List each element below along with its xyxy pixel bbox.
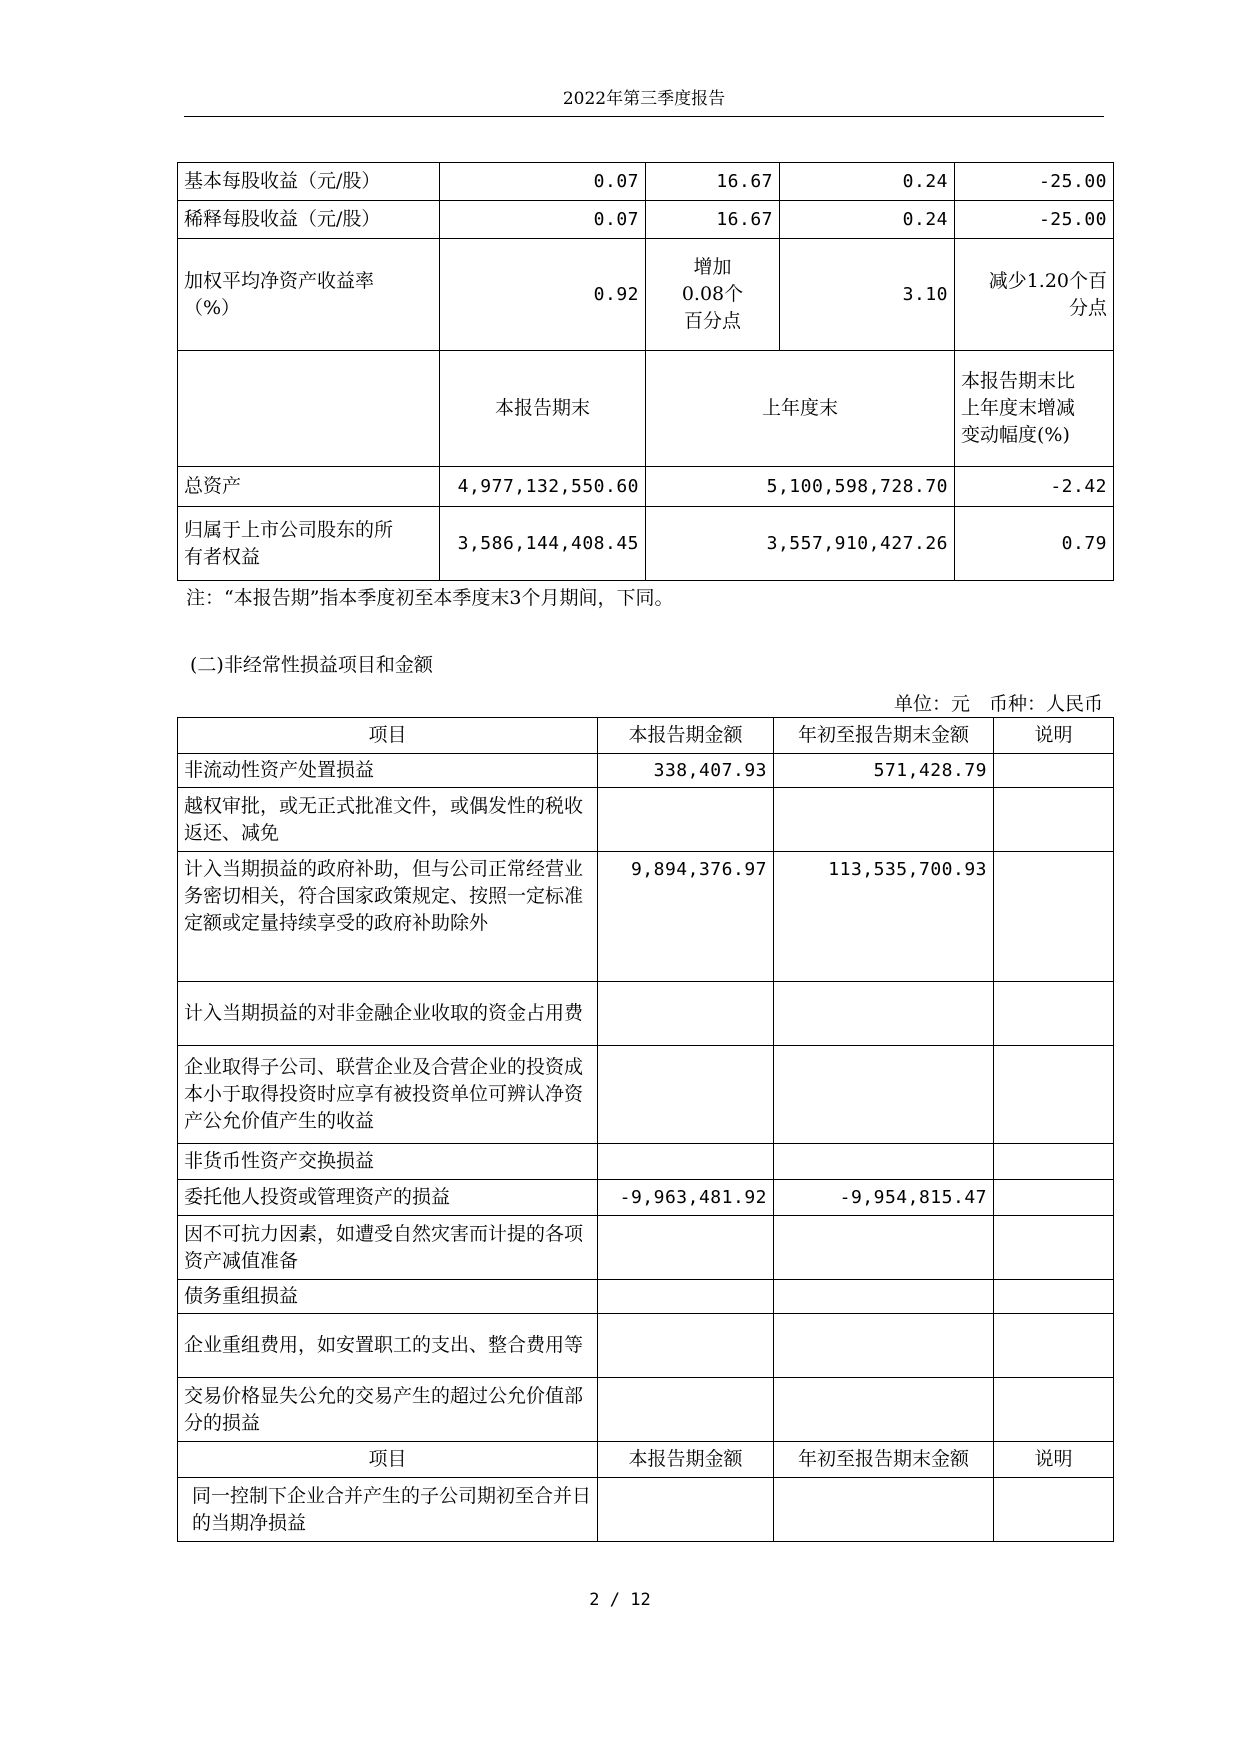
value-cell xyxy=(774,1378,994,1442)
row-label xyxy=(178,239,440,351)
value-line: 0.08个 xyxy=(681,283,744,305)
item-cell: 企业取得子公司、联营企业及合营企业的投资成本小于取得投资时应享有被投资单位可辨认净资产公允价值产生的收益 xyxy=(178,1046,598,1144)
value-cell: -2.42 xyxy=(955,467,1114,507)
value-cell xyxy=(774,982,994,1046)
value-cell: 0.79 xyxy=(955,507,1114,581)
note-cell xyxy=(994,1280,1114,1314)
value-cell: 16.67 xyxy=(646,163,780,201)
table-row xyxy=(178,1144,1114,1180)
item-cell: 越权审批，或无正式批准文件，或偶发性的税收返还、减免 xyxy=(178,788,598,852)
empty-cell xyxy=(178,351,440,467)
note-cell xyxy=(994,1378,1114,1442)
column-header: 年初至报告期末金额 xyxy=(774,718,994,754)
page-number: 2 / 12 xyxy=(589,1590,651,1610)
value-cell: 3,586,144,408.45 xyxy=(440,507,646,581)
value-cell xyxy=(598,1216,774,1280)
item-cell: 非流动性资产处置损益 xyxy=(178,754,598,788)
value-cell: 0.92 xyxy=(440,239,646,351)
column-header: 本报告期末 xyxy=(440,351,646,467)
label-line: 归属于上市公司股东的所 xyxy=(184,518,394,541)
table-row xyxy=(178,201,1114,239)
table-note: 注：“本报告期”指本季度初至本季度末3个月期间，下同。 xyxy=(186,587,674,609)
unit-line: 单位：元 币种：人民币 xyxy=(893,693,1103,715)
value-cell xyxy=(774,788,994,852)
value-line: 减少1.20个百 xyxy=(988,269,1107,292)
header-line: 变动幅度(%) xyxy=(961,424,1070,446)
value-cell: 3,557,910,427.26 xyxy=(646,507,955,581)
row-label: 总资产 xyxy=(178,467,440,507)
value-cell xyxy=(598,1378,774,1442)
value-cell xyxy=(598,1144,774,1180)
table-row xyxy=(178,1180,1114,1216)
value-cell: -9,963,481.92 xyxy=(598,1180,774,1216)
value-cell: -25.00 xyxy=(955,163,1114,201)
value-cell xyxy=(774,1314,994,1378)
page-header: 2022年第三季度报告 xyxy=(184,82,1104,117)
table-row xyxy=(178,163,1114,201)
value-cell: 16.67 xyxy=(646,201,780,239)
value-cell xyxy=(774,1046,994,1144)
item-cell: 同一控制下企业合并产生的子公司期初至合并日的当期净损益 xyxy=(178,1478,598,1542)
column-header: 说明 xyxy=(994,1442,1114,1478)
value-cell xyxy=(598,1478,774,1542)
value-cell xyxy=(774,1216,994,1280)
note-cell xyxy=(994,1314,1114,1378)
note-cell xyxy=(994,1144,1114,1180)
table-row xyxy=(178,1216,1114,1280)
table-row xyxy=(178,982,1114,1046)
value-line: 增加 xyxy=(693,256,732,278)
table-row xyxy=(178,1478,1114,1542)
non-recurring-items-table xyxy=(177,717,1114,1542)
value-cell: 0.07 xyxy=(440,163,646,201)
value-cell: 9,894,376.97 xyxy=(598,852,774,982)
value-cell xyxy=(774,1280,994,1314)
value-cell xyxy=(598,1314,774,1378)
value-cell xyxy=(598,1280,774,1314)
value-cell: 571,428.79 xyxy=(774,754,994,788)
table-row xyxy=(178,1280,1114,1314)
value-cell: 0.24 xyxy=(780,201,955,239)
column-header xyxy=(955,351,1114,467)
table-row xyxy=(178,467,1114,507)
item-cell: 计入当期损益的政府补助，但与公司正常经营业务密切相关，符合国家政策规定、按照一定标准定额或定量持续享受的政府补助除外 xyxy=(178,852,598,982)
item-cell: 企业重组费用，如安置职工的支出、整合费用等 xyxy=(178,1314,598,1378)
table-row xyxy=(178,754,1114,788)
table-row xyxy=(178,788,1114,852)
item-cell: 计入当期损益的对非金融企业收取的资金占用费 xyxy=(178,982,598,1046)
value-cell xyxy=(598,1046,774,1144)
table-header-row xyxy=(178,1442,1114,1478)
section-title: (二)非经常性损益项目和金额 xyxy=(190,654,433,676)
value-cell xyxy=(774,1144,994,1180)
note-cell xyxy=(994,1216,1114,1280)
value-cell xyxy=(646,239,780,351)
column-header: 本报告期金额 xyxy=(598,718,774,754)
table-row xyxy=(178,507,1114,581)
header-line: 本报告期末比 xyxy=(961,370,1076,392)
item-cell: 交易价格显失公允的交易产生的超过公允价值部分的损益 xyxy=(178,1378,598,1442)
note-cell xyxy=(994,852,1114,982)
value-cell: -25.00 xyxy=(955,201,1114,239)
label-line: 加权平均净资产收益率 xyxy=(184,269,375,292)
table-header-row xyxy=(178,718,1114,754)
table-row xyxy=(178,1378,1114,1442)
row-label: 基本每股收益（元/股） xyxy=(178,163,440,201)
item-cell: 债务重组损益 xyxy=(178,1280,598,1314)
value-line: 分点 xyxy=(1068,296,1107,319)
table-row xyxy=(178,1314,1114,1378)
header-line: 上年度末增减 xyxy=(961,397,1076,419)
value-cell xyxy=(598,788,774,852)
value-cell: -9,954,815.47 xyxy=(774,1180,994,1216)
table-header-row xyxy=(178,351,1114,467)
column-header: 说明 xyxy=(994,718,1114,754)
value-cell xyxy=(955,239,1114,351)
value-cell: 0.07 xyxy=(440,201,646,239)
note-cell xyxy=(994,754,1114,788)
row-label xyxy=(178,507,440,581)
value-line: 百分点 xyxy=(683,310,741,332)
financial-summary-table xyxy=(177,162,1114,581)
value-cell xyxy=(598,982,774,1046)
note-cell xyxy=(994,982,1114,1046)
row-label: 稀释每股收益（元/股） xyxy=(178,201,440,239)
table-row xyxy=(178,239,1114,351)
column-header: 项目 xyxy=(178,718,598,754)
value-cell: 3.10 xyxy=(780,239,955,351)
value-cell: 5,100,598,728.70 xyxy=(646,467,955,507)
value-cell: 338,407.93 xyxy=(598,754,774,788)
value-cell: 0.24 xyxy=(780,163,955,201)
column-header: 上年度末 xyxy=(646,351,955,467)
column-header: 本报告期金额 xyxy=(598,1442,774,1478)
value-cell xyxy=(774,1478,994,1542)
value-cell: 4,977,132,550.60 xyxy=(440,467,646,507)
item-cell: 因不可抗力因素，如遭受自然灾害而计提的各项资产减值准备 xyxy=(178,1216,598,1280)
table-row xyxy=(178,1046,1114,1144)
label-line: （%） xyxy=(184,296,241,319)
item-cell: 非货币性资产交换损益 xyxy=(178,1144,598,1180)
table-row xyxy=(178,852,1114,982)
column-header: 项目 xyxy=(178,1442,598,1478)
note-cell xyxy=(994,1478,1114,1542)
note-cell xyxy=(994,788,1114,852)
column-header: 年初至报告期末金额 xyxy=(774,1442,994,1478)
note-cell xyxy=(994,1046,1114,1144)
value-cell: 113,535,700.93 xyxy=(774,852,994,982)
note-cell xyxy=(994,1180,1114,1216)
item-cell: 委托他人投资或管理资产的损益 xyxy=(178,1180,598,1216)
label-line: 有者权益 xyxy=(184,545,261,568)
